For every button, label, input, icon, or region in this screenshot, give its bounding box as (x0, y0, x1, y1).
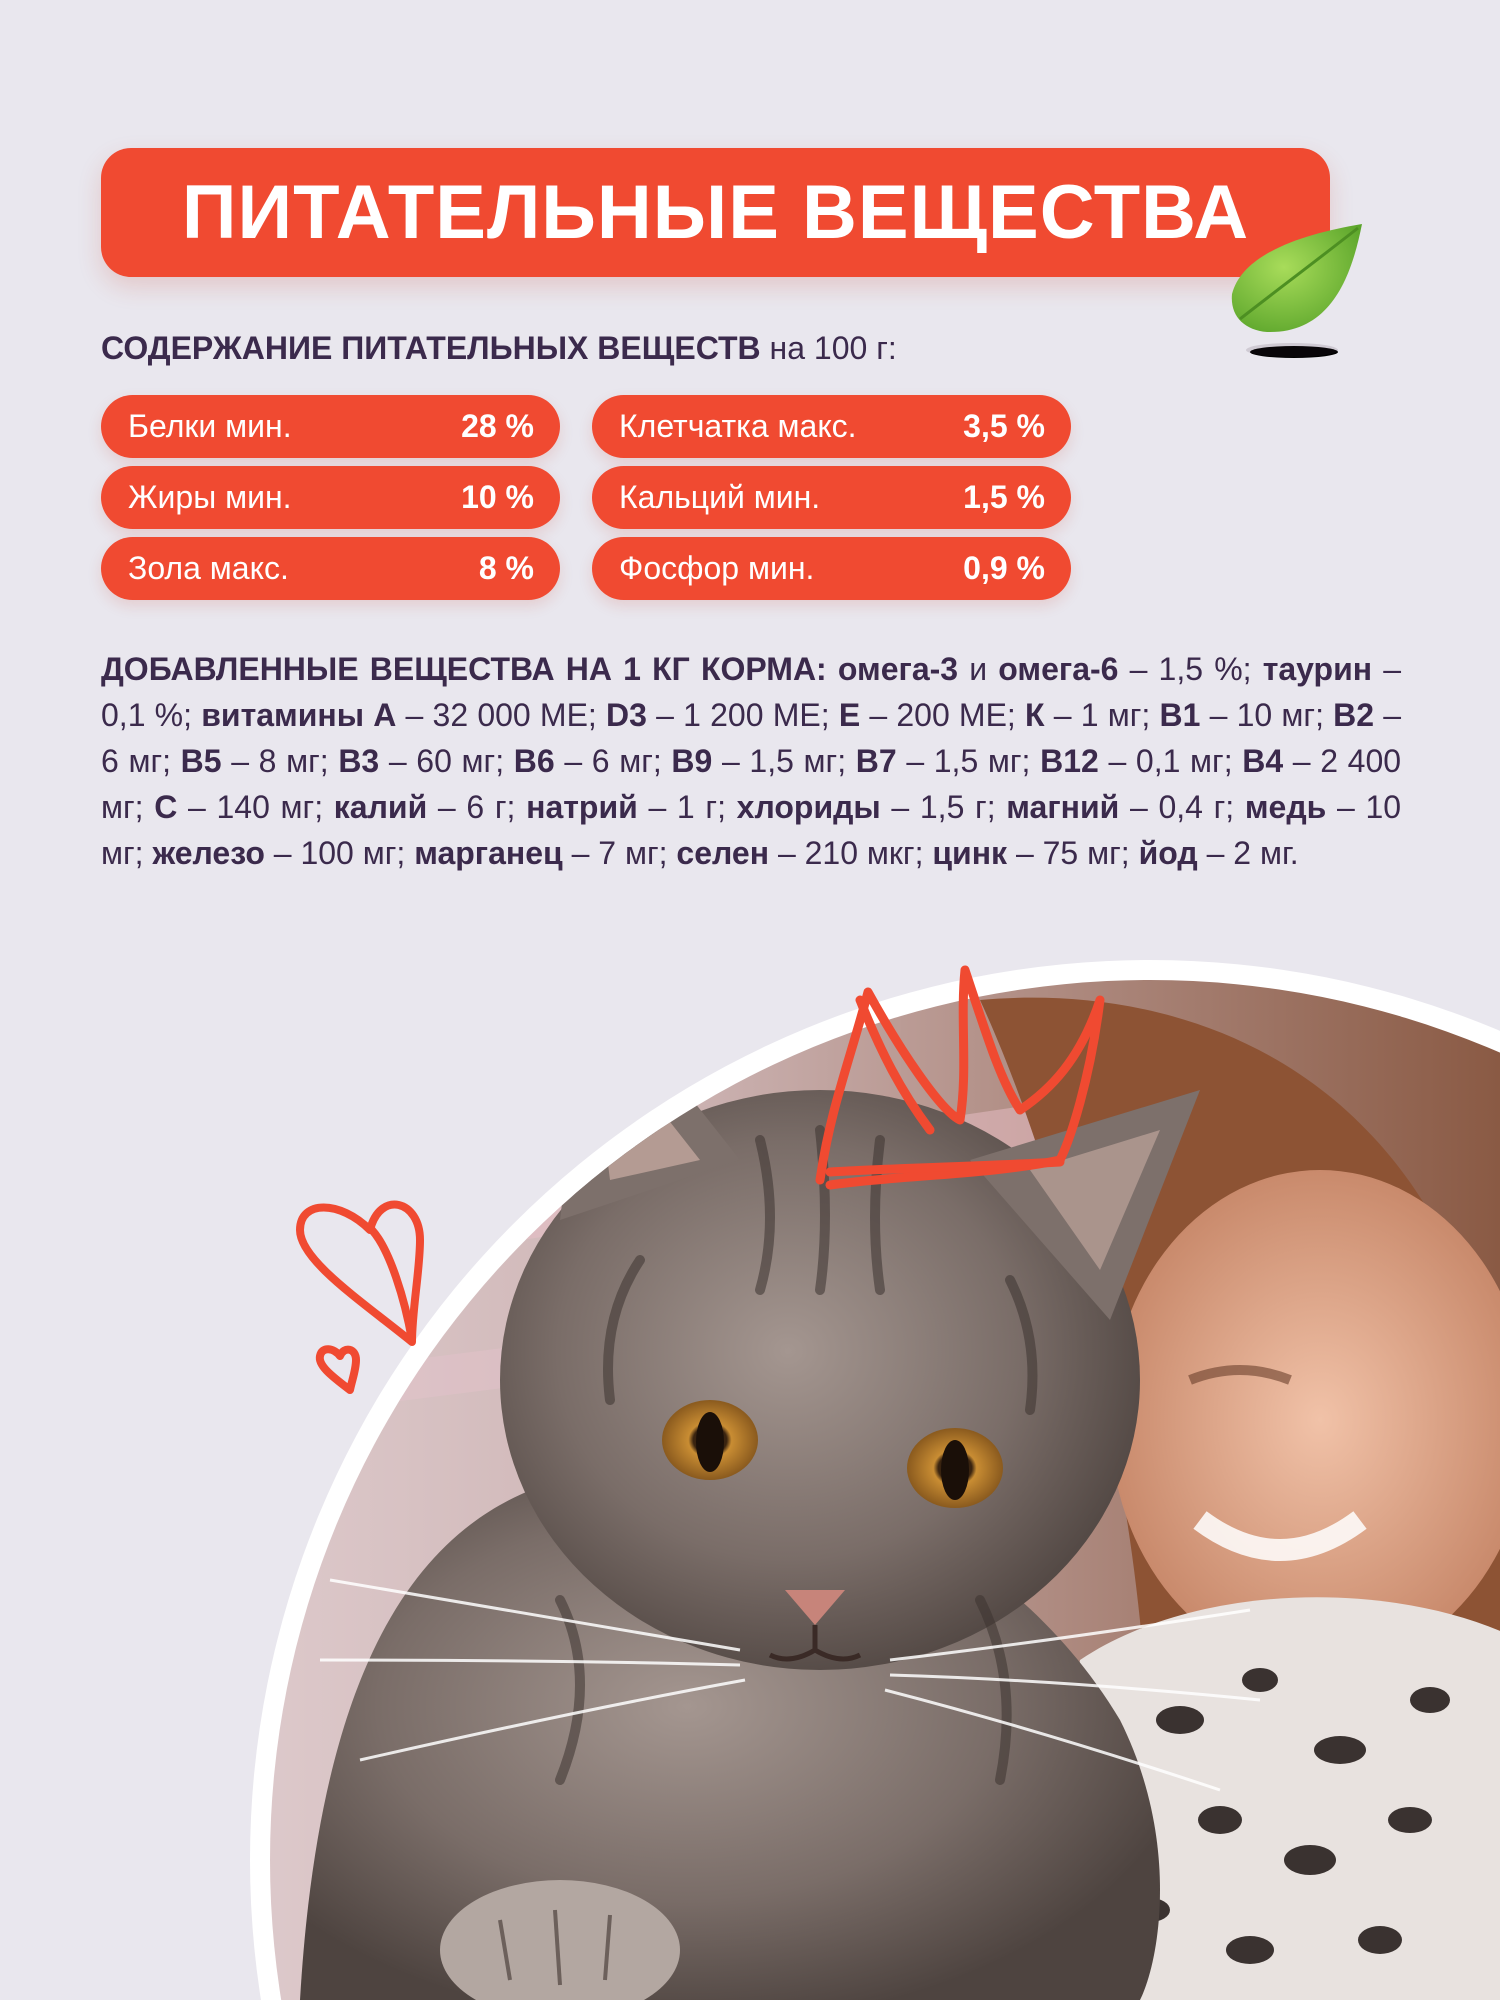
added-item-value: – 1,5 мг; (712, 743, 856, 779)
added-item-name: таурин (1262, 651, 1373, 687)
nutrient-pill-ash (101, 537, 560, 600)
added-item-name: йод (1138, 835, 1198, 871)
added-item-name: омега-3 (837, 651, 959, 687)
added-item-name: селен (676, 835, 770, 871)
added-item-value: – 10 мг; (101, 789, 1402, 871)
added-item-value: – 6 мг; (554, 743, 672, 779)
added-item-value: – 6 мг; (101, 697, 1402, 779)
added-item-value: – 1,5 г; (880, 789, 1007, 825)
added-item-name: В9 (671, 743, 713, 779)
nutrient-value: 10 % (461, 479, 534, 515)
added-item-name: цинк (932, 835, 1008, 871)
added-item-value: – 200 МЕ; (860, 697, 1026, 733)
nutrient-pill-calcium (592, 466, 1071, 529)
nutrient-label: Клетчатка макс. (619, 408, 857, 444)
nutrient-pill-fat (101, 466, 560, 529)
added-item-name: В1 (1159, 697, 1201, 733)
added-item-value: – 0,4 г; (1119, 789, 1245, 825)
cat-girl-photo (0, 960, 1500, 2000)
nutrient-label: Кальций мин. (619, 479, 821, 515)
nutrient-value: 28 % (461, 408, 534, 444)
added-item-name: В5 (180, 743, 222, 779)
added-item-name: магний (1006, 789, 1120, 825)
added-item-name: марганец (414, 835, 563, 871)
added-item-name: хлориды (736, 789, 881, 825)
added-item-value: – 1 мг; (1044, 697, 1160, 733)
added-heading: ДОБАВЛЕННЫЕ ВЕЩЕСТВА НА 1 КГ КОРМА: (101, 651, 827, 687)
added-item-value: – 60 мг; (379, 743, 514, 779)
added-item-value: – 8 мг; (221, 743, 339, 779)
added-item-value: – 1 г; (637, 789, 737, 825)
added-item-name: В7 (855, 743, 897, 779)
added-item-value: – 0,1 %; (101, 651, 1402, 733)
added-item-value: – 0,1 мг; (1098, 743, 1243, 779)
added-item-name: В12 (1040, 743, 1099, 779)
added-item-name: В4 (1242, 743, 1284, 779)
added-item-name: С (154, 789, 178, 825)
added-item-name: D3 (606, 697, 647, 733)
nutrient-label: Зола макс. (128, 550, 289, 586)
added-item-value: – 210 мкг; (769, 835, 933, 871)
subheading-strong: СОДЕРЖАНИЕ ПИТАТЕЛЬНЫХ ВЕЩЕСТВ (101, 330, 761, 366)
nutrient-value: 1,5 % (963, 479, 1045, 515)
added-item-name: натрий (526, 789, 638, 825)
added-item-name: витамины А (201, 697, 397, 733)
added-item-value: – 140 мг; (177, 789, 334, 825)
added-item-value: – 10 мг; (1200, 697, 1334, 733)
added-item-value: – 1 200 МЕ; (646, 697, 839, 733)
nutrient-label: Жиры мин. (128, 479, 292, 515)
added-item-value: – 100 мг; (264, 835, 415, 871)
nutrient-pill-fiber (592, 395, 1071, 458)
nutrient-value: 0,9 % (963, 550, 1045, 586)
added-item-value: и (958, 651, 999, 687)
added-item-value: – 75 мг; (1007, 835, 1139, 871)
added-item-name: В3 (338, 743, 380, 779)
added-item-name: медь (1244, 789, 1327, 825)
nutrient-pill-phosphorus (592, 537, 1071, 600)
added-substances-text (101, 646, 1401, 876)
nutrient-value: 3,5 % (963, 408, 1045, 444)
added-item-value: – 2 400 мг; (101, 743, 1402, 825)
added-item-value: – 1,5 %; (1118, 651, 1263, 687)
added-item-name: омега-6 (998, 651, 1119, 687)
nutrient-label: Белки мин. (128, 408, 292, 444)
title-banner (101, 148, 1330, 277)
added-item-name: В2 (1333, 697, 1375, 733)
added-item-value: – 6 г; (427, 789, 527, 825)
added-item-name: железо (152, 835, 265, 871)
nutrient-label: Фосфор мин. (619, 550, 815, 586)
added-item-name: К (1025, 697, 1045, 733)
added-item-name: В6 (513, 743, 555, 779)
nutrient-value: 8 % (478, 550, 534, 586)
page-title: ПИТАТЕЛЬНЫЕ ВЕЩЕСТВА (181, 170, 1250, 255)
added-item-value: – 7 мг; (562, 835, 677, 871)
added-item-name: Е (838, 697, 861, 733)
subheading-rest: на 100 г: (760, 330, 897, 366)
nutrients-subheading (101, 330, 1301, 367)
added-item-value: – 2 мг. (1197, 835, 1299, 871)
added-item-name: калий (333, 789, 428, 825)
nutrient-pill-protein (101, 395, 560, 458)
added-item-value: – 32 000 МЕ; (396, 697, 607, 733)
added-item-value: – 1,5 мг; (896, 743, 1041, 779)
